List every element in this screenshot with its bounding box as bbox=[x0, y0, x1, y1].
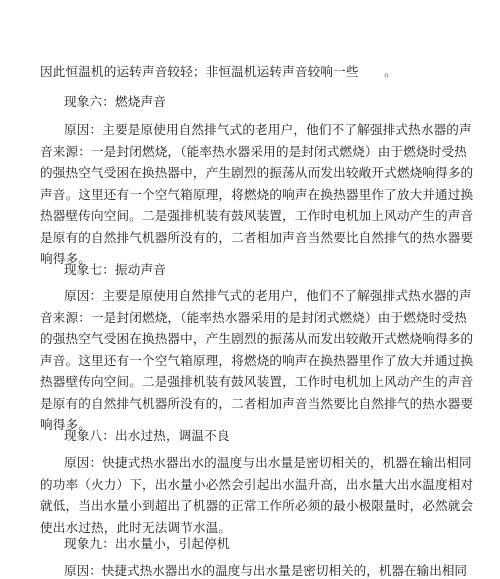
body-line: 是原有的自然排气机器所没有的，二者相加声音当然要比自然排气的热水器要 bbox=[40, 229, 474, 245]
body-line: 就低，当出水量小到超出了机器的正常工作所必须的最小极限量时，必然就会 bbox=[40, 498, 474, 513]
cutoff-line-text: 原因：快捷式热水器出水的温度与出水量是密切相关的，机器在输出相同 bbox=[64, 563, 467, 578]
section-heading-6: 现象六：燃烧声音 bbox=[64, 94, 166, 109]
body-line: 音来源：一是封闭燃烧，（能率热水器采用的是封闭式燃烧）由于燃烧时受热 bbox=[40, 143, 467, 159]
section-heading-9: 现象九：出水量小，引起停机 bbox=[64, 536, 230, 551]
intro-line: 因此恒温机的运转声音较轻；非恒温机运转声音较响一些 。 bbox=[40, 64, 397, 79]
body-line: 热器壁传向空间。二是强排机装有鼓风装置，工作时电机加上风动产生的声音 bbox=[40, 208, 474, 223]
section-body-8 bbox=[40, 452, 480, 538]
body-line: 响得多。 bbox=[40, 417, 91, 432]
body-line: 原因：快捷式热水器出水的温度与出水量是密切相关的，机器在输出相同 bbox=[64, 455, 472, 470]
body-line: 音来源：一是封闭燃烧，（能率热水器采用的是封闭式燃烧）由于燃烧时受热 bbox=[40, 309, 467, 325]
body-line: 的强热空气受困在换热器中，产生剧烈的振荡从而发出较敞开式燃烧响得多的 bbox=[40, 331, 474, 346]
body-line: 的功率（火力）下，出水量小必然会引起出水温升高，出水量大出水温度相对 bbox=[40, 476, 474, 492]
section-body-7 bbox=[40, 285, 480, 436]
section-heading-8: 现象八：出水过热，调温不良 bbox=[64, 428, 230, 443]
section-heading-7: 现象七：振动声音 bbox=[64, 262, 166, 277]
body-line: 响得多。 bbox=[40, 251, 91, 266]
body-line: 热器壁传向空间。二是强排机装有鼓风装置，工作时电机加上风动产生的声音 bbox=[40, 374, 474, 389]
body-line: 原因：主要是原使用自然排气式的老用户，他们不了解强排式热水器的声 bbox=[64, 122, 472, 137]
body-line: 声音。这里还有一个空气箱原理，将燃烧的响声在换热器里作了放大并通过换 bbox=[40, 352, 474, 368]
body-line: 是原有的自然排气机器所没有的，二者相加声音当然要比自然排气的热水器要 bbox=[40, 395, 474, 411]
body-line: 的强热空气受困在换热器中，产生剧烈的振荡从而发出较敞开式燃烧响得多的 bbox=[40, 165, 474, 180]
cutoff-line bbox=[40, 557, 480, 578]
body-line: 使出水过热，此时无法调节水温。 bbox=[40, 519, 232, 535]
section-body-6 bbox=[40, 119, 480, 270]
body-line: 声音。这里还有一个空气箱原理，将燃烧的响声在换热器里作了放大并通过换 bbox=[40, 186, 474, 202]
body-line: 原因：主要是原使用自然排气式的老用户，他们不了解强排式热水器的声 bbox=[64, 288, 472, 303]
